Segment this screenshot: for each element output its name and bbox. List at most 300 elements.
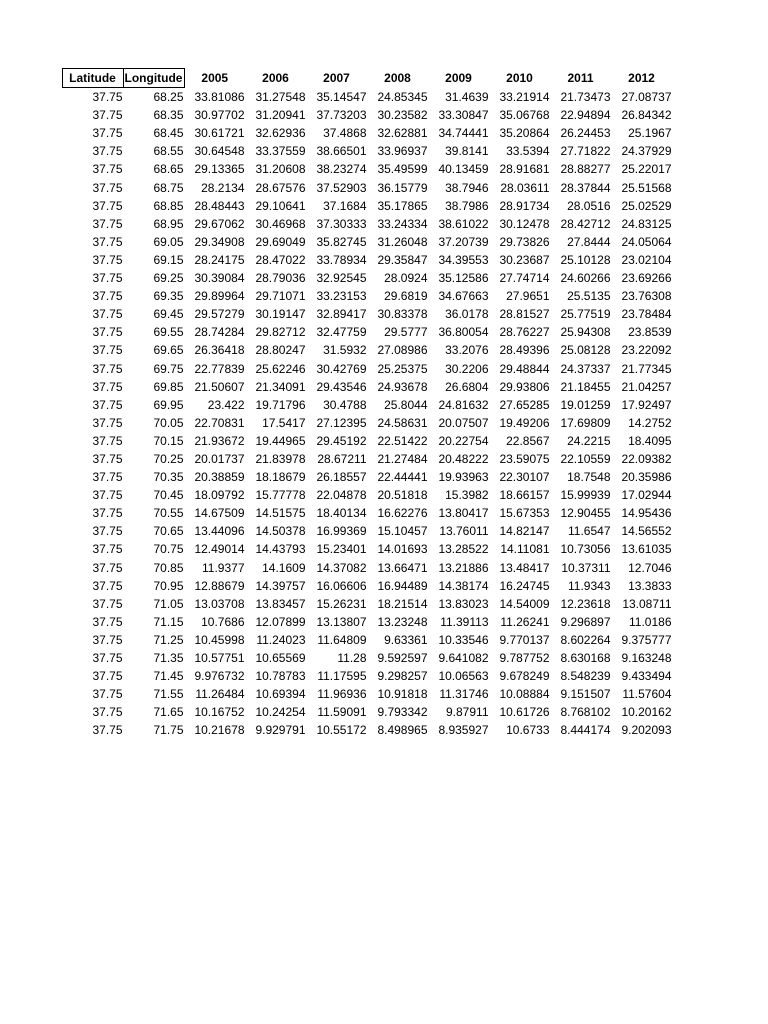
value-cell-2011: 24.37337 [560, 361, 611, 376]
value-cell-2011: 25.08128 [560, 343, 611, 358]
value-cell-2012: 13.61035 [621, 542, 672, 557]
year-header-2010: 2010 [506, 71, 533, 85]
longitude-cell: 71.25 [153, 632, 184, 647]
value-cell-2008: 14.01693 [377, 542, 428, 557]
latitude-cell: 37.75 [92, 343, 123, 358]
value-cell-2012: 25.22017 [621, 162, 672, 177]
value-cell-2009: 34.39553 [438, 252, 489, 267]
value-cell-2007: 15.23401 [316, 542, 367, 557]
value-cell-2011: 17.69809 [560, 415, 611, 430]
value-cell-2010: 35.20864 [499, 126, 550, 141]
value-cell-2008: 33.24334 [377, 216, 428, 231]
value-cell-2010: 10.08884 [499, 687, 550, 702]
value-cell-2005: 10.45998 [194, 632, 245, 647]
value-cell-2011: 27.71822 [560, 144, 611, 159]
table-row [63, 269, 673, 287]
table-row [63, 179, 673, 197]
value-cell-2007: 29.45192 [316, 433, 367, 448]
latitude-cell: 37.75 [92, 198, 123, 213]
value-cell-2012: 23.02104 [621, 252, 672, 267]
value-cell-2005: 12.49014 [194, 542, 245, 557]
value-cell-2005: 20.01737 [194, 451, 245, 466]
table-row [63, 486, 673, 504]
value-cell-2006: 30.19147 [255, 307, 306, 322]
latitude-cell: 37.75 [92, 271, 123, 286]
value-cell-2010: 27.74714 [499, 271, 550, 286]
latitude-cell: 37.75 [92, 180, 123, 195]
value-cell-2012: 25.51568 [621, 180, 672, 195]
value-cell-2011: 22.94894 [560, 108, 611, 123]
year-header-2011: 2011 [567, 71, 594, 85]
data-table [62, 68, 673, 739]
value-cell-2011: 10.37311 [561, 560, 611, 575]
table-row [63, 341, 673, 359]
longitude-cell: 68.95 [153, 216, 184, 231]
value-cell-2007: 33.23153 [316, 289, 367, 304]
longitude-cell: 70.65 [153, 524, 184, 539]
value-cell-2010: 10.61726 [499, 705, 550, 720]
value-cell-2010: 23.59075 [499, 451, 550, 466]
value-cell-2005: 26.36418 [194, 343, 245, 358]
value-cell-2009: 30.2206 [445, 361, 489, 376]
value-cell-2007: 22.04878 [316, 488, 367, 503]
value-cell-2007: 38.66501 [316, 144, 367, 159]
value-cell-2005: 12.88679 [194, 578, 245, 593]
value-cell-2012: 10.20162 [621, 705, 672, 720]
latitude-cell: 37.75 [92, 325, 123, 340]
latitude-cell: 37.75 [92, 506, 123, 521]
value-cell-2010: 22.30107 [499, 470, 550, 485]
latitude-cell: 37.75 [92, 108, 123, 123]
value-cell-2009: 33.30847 [438, 108, 489, 123]
value-cell-2008: 29.6819 [384, 289, 428, 304]
longitude-cell: 69.85 [153, 379, 184, 394]
longitude-cell: 68.35 [153, 108, 184, 123]
value-cell-2009: 13.83023 [438, 596, 489, 611]
latitude-cell: 37.75 [92, 687, 123, 702]
year-header-2009: 2009 [445, 71, 472, 85]
latitude-header: Latitude [63, 69, 124, 88]
value-cell-2006: 12.07899 [255, 614, 306, 629]
value-cell-2005: 29.34908 [194, 234, 245, 249]
longitude-cell: 69.45 [153, 307, 184, 322]
header-row [63, 69, 673, 88]
value-cell-2010: 15.67353 [499, 506, 550, 521]
table-body [63, 88, 673, 740]
table-row [63, 613, 673, 631]
latitude-cell: 37.75 [92, 252, 123, 267]
value-cell-2005: 29.13365 [194, 162, 245, 177]
value-cell-2007: 14.37082 [316, 560, 367, 575]
value-cell-2007: 16.06606 [316, 578, 367, 593]
longitude-cell: 71.75 [153, 723, 184, 738]
value-cell-2007: 30.42769 [316, 361, 367, 376]
value-cell-2006: 29.71071 [255, 289, 306, 304]
value-cell-2012: 11.57604 [622, 687, 672, 702]
value-cell-2009: 34.74441 [438, 126, 489, 141]
value-cell-2006: 29.82712 [255, 325, 306, 340]
latitude-cell: 37.75 [92, 669, 123, 684]
value-cell-2009: 38.7946 [445, 180, 489, 195]
value-cell-2006: 14.51575 [255, 506, 306, 521]
value-cell-2012: 13.08711 [622, 596, 672, 611]
value-cell-2007: 35.14547 [316, 89, 367, 104]
table-row [63, 559, 673, 577]
value-cell-2012: 22.09382 [621, 451, 672, 466]
value-cell-2007: 11.64809 [317, 632, 367, 647]
value-cell-2006: 14.43793 [255, 542, 306, 557]
value-cell-2005: 10.7686 [201, 614, 245, 629]
value-cell-2011: 9.151507 [560, 687, 611, 702]
latitude-cell: 37.75 [92, 632, 123, 647]
table-row [63, 577, 673, 595]
value-cell-2006: 32.62936 [255, 126, 306, 141]
value-cell-2009: 33.2076 [445, 343, 489, 358]
table-row [63, 378, 673, 396]
value-cell-2006: 15.77778 [255, 488, 306, 503]
value-cell-2008: 9.793342 [377, 705, 428, 720]
value-cell-2008: 22.51422 [377, 433, 428, 448]
table-row [63, 703, 673, 721]
value-cell-2009: 36.80054 [438, 325, 489, 340]
value-cell-2008: 24.58631 [377, 415, 428, 430]
value-cell-2005: 11.9377 [202, 560, 245, 575]
value-cell-2010: 14.54009 [499, 596, 550, 611]
value-cell-2010: 10.6733 [506, 723, 550, 738]
value-cell-2005: 21.93672 [194, 433, 245, 448]
value-cell-2008: 21.27484 [377, 451, 428, 466]
table-row [63, 124, 673, 142]
value-cell-2012: 24.37929 [621, 144, 672, 159]
table-row [63, 142, 673, 160]
value-cell-2011: 28.42712 [560, 216, 611, 231]
table-row [63, 396, 673, 414]
value-cell-2011: 28.88277 [560, 162, 611, 177]
value-cell-2012: 23.8539 [628, 325, 672, 340]
value-cell-2007: 38.23274 [316, 162, 367, 177]
value-cell-2010: 18.66157 [499, 488, 550, 503]
table-row [63, 504, 673, 522]
value-cell-2008: 10.91818 [377, 687, 428, 702]
value-cell-2008: 9.298257 [377, 669, 428, 684]
value-cell-2012: 24.83125 [621, 216, 672, 231]
value-cell-2006: 28.67576 [255, 180, 306, 195]
year-header-2006: 2006 [262, 71, 289, 85]
longitude-cell: 69.55 [153, 325, 184, 340]
value-cell-2011: 11.6547 [568, 524, 611, 539]
value-cell-2006: 19.44965 [255, 433, 306, 448]
longitude-cell: 68.25 [153, 90, 184, 105]
longitude-cell: 70.45 [153, 488, 184, 503]
value-cell-2009: 31.4639 [445, 89, 489, 104]
value-cell-2006: 28.80247 [255, 343, 306, 358]
latitude-cell: 37.75 [92, 397, 123, 412]
value-cell-2006: 31.20941 [255, 108, 306, 123]
value-cell-2012: 25.1967 [628, 126, 672, 141]
value-cell-2005: 11.26484 [195, 687, 245, 702]
value-cell-2005: 13.03708 [194, 596, 245, 611]
table-row [63, 305, 673, 323]
value-cell-2005: 29.67062 [194, 216, 245, 231]
longitude-cell: 71.35 [153, 651, 184, 665]
value-cell-2011: 24.60266 [560, 271, 611, 286]
value-cell-2011: 28.0516 [567, 198, 611, 213]
table-row [63, 522, 673, 540]
table-row [63, 649, 673, 667]
latitude-cell: 37.75 [92, 451, 123, 466]
table-row [63, 631, 673, 649]
latitude-cell: 37.75 [92, 216, 123, 231]
value-cell-2005: 29.57279 [194, 307, 245, 322]
value-cell-2007: 35.82745 [316, 234, 367, 249]
longitude-cell: 68.85 [153, 198, 184, 213]
value-cell-2010: 28.76227 [499, 325, 550, 340]
value-cell-2006: 29.10641 [255, 198, 306, 213]
value-cell-2007: 32.47759 [316, 325, 367, 340]
longitude-cell: 70.55 [153, 506, 184, 521]
value-cell-2010: 16.24745 [499, 578, 550, 593]
value-cell-2007: 37.4868 [323, 126, 367, 141]
value-cell-2010: 14.82147 [499, 524, 550, 539]
value-cell-2007: 33.78934 [316, 252, 367, 267]
value-cell-2006: 21.83978 [255, 451, 306, 466]
value-cell-2011: 12.23618 [560, 596, 611, 611]
value-cell-2012: 14.95436 [621, 506, 672, 521]
value-cell-2008: 25.8044 [384, 397, 428, 412]
value-cell-2011: 12.90455 [560, 506, 611, 521]
value-cell-2012: 23.76308 [621, 289, 672, 304]
value-cell-2007: 11.28 [337, 651, 367, 665]
value-cell-2012: 14.56552 [621, 524, 672, 539]
latitude-cell: 37.75 [92, 361, 123, 376]
value-cell-2006: 31.27548 [255, 89, 306, 104]
longitude-cell: 71.65 [153, 705, 184, 720]
value-cell-2007: 13.13807 [316, 614, 367, 629]
value-cell-2012: 23.69266 [621, 271, 672, 286]
value-cell-2009: 10.33546 [438, 632, 489, 647]
value-cell-2010: 29.48844 [499, 361, 550, 376]
value-cell-2006: 14.1609 [262, 560, 306, 575]
value-cell-2008: 36.15779 [377, 180, 428, 195]
value-cell-2010: 29.73826 [499, 234, 550, 249]
longitude-cell: 71.05 [153, 596, 184, 611]
value-cell-2009: 20.07507 [438, 415, 489, 430]
value-cell-2007: 10.55172 [316, 723, 367, 738]
table-row [63, 685, 673, 703]
value-cell-2007: 28.67211 [317, 451, 367, 466]
value-cell-2010: 28.03611 [500, 180, 550, 195]
value-cell-2009: 11.31746 [439, 687, 489, 702]
longitude-cell: 71.45 [153, 669, 184, 684]
longitude-cell: 70.05 [153, 415, 184, 430]
value-cell-2008: 29.5777 [384, 325, 428, 340]
latitude-cell: 37.75 [92, 524, 123, 539]
latitude-cell: 37.75 [92, 470, 123, 485]
longitude-cell: 68.75 [153, 180, 184, 195]
value-cell-2011: 26.24453 [560, 126, 611, 141]
longitude-cell: 69.75 [153, 361, 184, 376]
table-row [63, 160, 673, 178]
value-cell-2009: 9.641082 [438, 651, 489, 665]
value-cell-2011: 18.7548 [567, 470, 611, 485]
value-cell-2011: 21.73473 [560, 89, 611, 104]
latitude-cell: 37.75 [92, 542, 123, 557]
table-row [63, 215, 673, 233]
year-header-2007: 2007 [323, 71, 350, 85]
value-cell-2005: 28.2134 [201, 180, 245, 195]
value-cell-2006: 18.18679 [255, 470, 306, 485]
longitude-cell: 68.55 [153, 144, 184, 159]
table-row [63, 432, 673, 450]
value-cell-2009: 38.61022 [438, 216, 489, 231]
value-cell-2005: 30.64548 [194, 144, 245, 159]
value-cell-2005: 22.77839 [194, 361, 245, 376]
longitude-cell: 70.95 [153, 578, 184, 593]
longitude-cell: 69.95 [153, 397, 184, 412]
value-cell-2012: 9.163248 [621, 651, 672, 665]
value-cell-2006: 33.37559 [255, 144, 306, 159]
value-cell-2008: 29.35847 [377, 252, 428, 267]
value-cell-2011: 8.768102 [560, 705, 611, 720]
value-cell-2005: 29.89964 [194, 289, 245, 304]
longitude-cell: 70.85 [153, 560, 184, 575]
latitude-cell: 37.75 [92, 560, 123, 575]
value-cell-2009: 8.935927 [438, 723, 489, 738]
value-cell-2009: 37.20739 [438, 234, 489, 249]
latitude-cell: 37.75 [92, 144, 123, 159]
value-cell-2011: 8.444174 [560, 723, 611, 738]
latitude-cell: 37.75 [92, 307, 123, 322]
table-row [63, 540, 673, 558]
latitude-cell: 37.75 [92, 723, 123, 738]
value-cell-2012: 21.77345 [621, 361, 672, 376]
table-row [63, 468, 673, 486]
value-cell-2008: 9.63361 [384, 632, 428, 647]
latitude-cell: 37.75 [92, 379, 123, 394]
value-cell-2007: 18.40134 [316, 506, 367, 521]
value-cell-2012: 13.3833 [628, 578, 672, 593]
latitude-cell: 37.75 [92, 578, 123, 593]
latitude-cell: 37.75 [92, 596, 123, 611]
value-cell-2005: 10.57751 [194, 651, 245, 665]
latitude-cell: 37.75 [92, 126, 123, 141]
value-cell-2008: 30.83378 [377, 307, 428, 322]
value-cell-2012: 18.4095 [628, 433, 672, 448]
value-cell-2006: 30.46968 [255, 216, 306, 231]
year-header-2012: 2012 [628, 71, 655, 85]
value-cell-2012: 11.0186 [629, 614, 672, 629]
value-cell-2010: 14.11081 [500, 542, 550, 557]
value-cell-2009: 36.0178 [445, 307, 489, 322]
value-cell-2011: 8.630168 [560, 651, 611, 665]
value-cell-2006: 10.78783 [255, 669, 306, 684]
value-cell-2010: 19.49206 [499, 415, 550, 430]
table-row [63, 197, 673, 215]
value-cell-2008: 13.23248 [377, 614, 428, 629]
value-cell-2009: 13.76011 [439, 524, 489, 539]
value-cell-2009: 39.8141 [445, 144, 489, 159]
value-cell-2012: 27.08737 [621, 89, 672, 104]
value-cell-2008: 13.66471 [377, 560, 428, 575]
value-cell-2011: 25.77519 [560, 307, 611, 322]
value-cell-2005: 30.39084 [194, 271, 245, 286]
table-row [63, 251, 673, 269]
value-cell-2009: 20.48222 [438, 451, 489, 466]
value-cell-2009: 24.81632 [438, 397, 489, 412]
value-cell-2010: 9.678249 [499, 669, 550, 684]
value-cell-2009: 9.87911 [446, 705, 489, 720]
value-cell-2006: 29.69049 [255, 234, 306, 249]
longitude-cell: 70.15 [153, 433, 184, 448]
value-cell-2012: 9.375777 [621, 632, 672, 647]
value-cell-2010: 30.23687 [499, 252, 550, 267]
latitude-cell: 37.75 [92, 705, 123, 720]
value-cell-2012: 17.92497 [621, 397, 672, 412]
table-row [63, 450, 673, 468]
value-cell-2006: 19.71796 [255, 397, 306, 412]
table-row [63, 667, 673, 685]
value-cell-2007: 37.52903 [316, 180, 367, 195]
value-cell-2008: 8.498965 [377, 723, 428, 738]
value-cell-2006: 21.34091 [255, 379, 306, 394]
value-cell-2005: 10.16752 [194, 705, 245, 720]
value-cell-2007: 26.18557 [316, 470, 367, 485]
year-header-2005: 2005 [201, 71, 229, 85]
value-cell-2008: 18.21514 [377, 596, 428, 611]
longitude-cell: 69.25 [153, 271, 184, 286]
value-cell-2009: 15.3982 [445, 488, 489, 503]
value-cell-2007: 11.17595 [317, 669, 367, 684]
value-cell-2011: 24.2215 [567, 433, 611, 448]
value-cell-2007: 30.4788 [323, 397, 367, 412]
value-cell-2011: 21.18455 [560, 379, 611, 394]
value-cell-2010: 27.9651 [506, 289, 550, 304]
value-cell-2005: 21.50607 [194, 379, 245, 394]
value-cell-2010: 30.12478 [499, 216, 550, 231]
latitude-cell: 37.75 [92, 488, 123, 503]
value-cell-2008: 16.62276 [377, 506, 428, 521]
value-cell-2006: 25.62246 [255, 361, 306, 376]
value-cell-2010: 28.49396 [499, 343, 550, 358]
value-cell-2007: 16.99369 [316, 524, 367, 539]
longitude-cell: 68.45 [153, 126, 184, 141]
latitude-cell: 37.75 [92, 289, 123, 304]
value-cell-2010: 13.48417 [499, 560, 550, 575]
value-cell-2007: 29.43546 [316, 379, 367, 394]
value-cell-2008: 32.62881 [377, 126, 428, 141]
value-cell-2008: 9.592597 [377, 651, 428, 665]
longitude-cell: 70.75 [153, 542, 184, 557]
value-cell-2007: 11.59091 [317, 705, 367, 720]
value-cell-2010: 28.91734 [499, 198, 550, 213]
table-row [63, 721, 673, 739]
value-cell-2008: 16.94489 [377, 578, 428, 593]
value-cell-2011: 9.296897 [560, 614, 611, 629]
value-cell-2012: 20.35986 [621, 470, 672, 485]
table-row [63, 360, 673, 378]
longitude-cell: 69.65 [153, 343, 184, 358]
value-cell-2005: 9.976732 [194, 669, 245, 684]
longitude-cell: 71.55 [153, 687, 184, 702]
value-cell-2010: 9.770137 [499, 632, 550, 647]
table-row [63, 88, 673, 107]
value-cell-2006: 13.83457 [255, 596, 306, 611]
longitude-cell: 69.15 [153, 252, 184, 267]
table-row [63, 287, 673, 305]
value-cell-2007: 37.1684 [323, 198, 367, 213]
table-row [63, 233, 673, 251]
value-cell-2008: 35.17865 [377, 198, 428, 213]
